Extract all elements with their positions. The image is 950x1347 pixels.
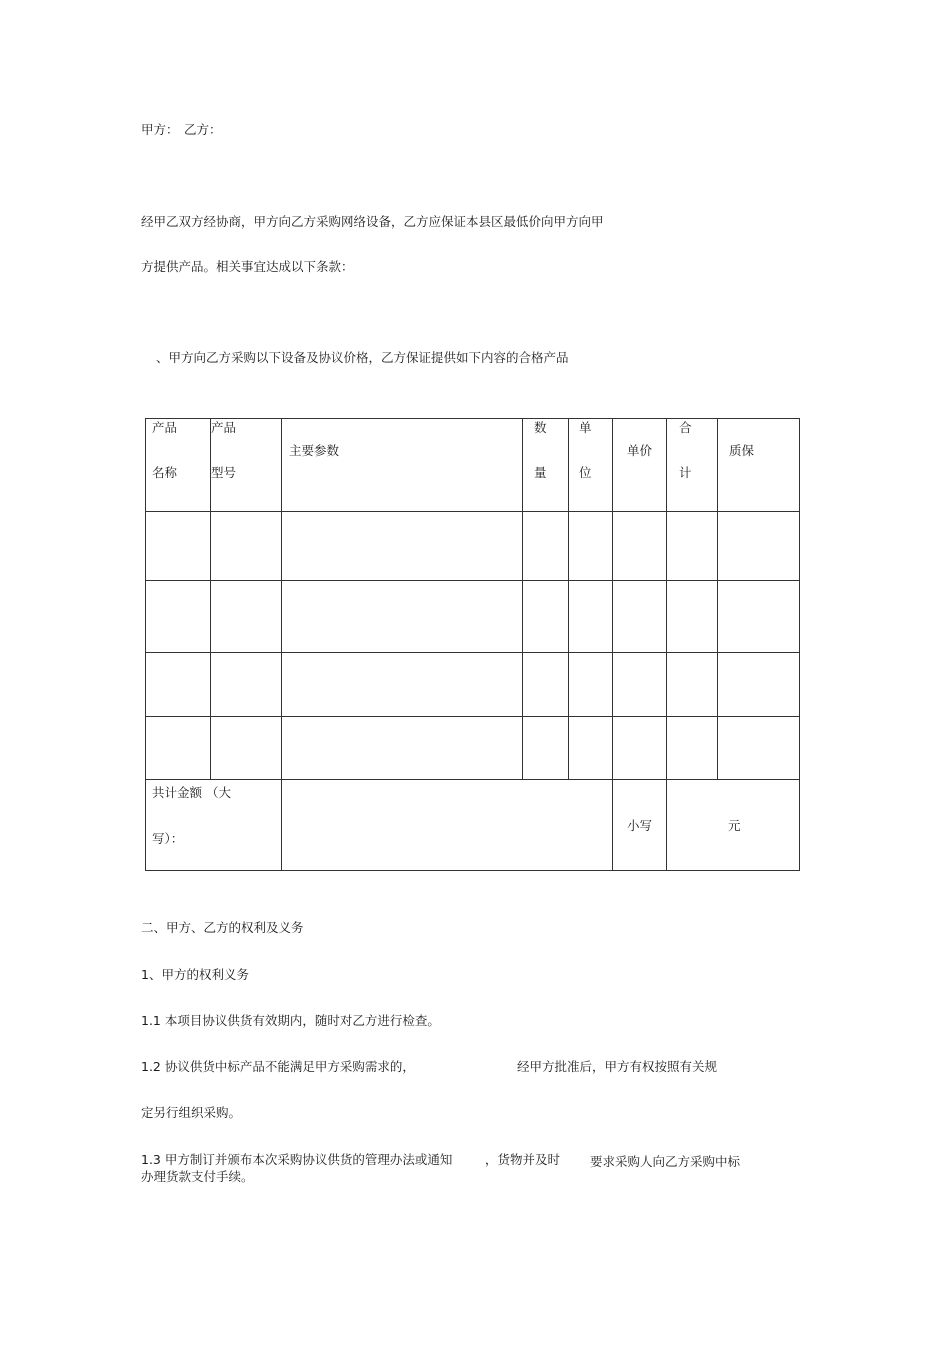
clause-1-2-part-a: 1.2 协议供货中标产品不能满足甲方采购需求的， — [141, 1059, 415, 1074]
clause-1-3-part-a: 1.3 甲方制订并颁布本次采购协议供货的管理办法或通知 — [141, 1152, 453, 1167]
clause-1-3-part-d: 办理货款支付手续。 — [141, 1169, 254, 1184]
header-total-2: 计 — [679, 465, 692, 480]
clause-1-2-part-c: 定另行组织采购。 — [141, 1105, 242, 1120]
header-unit-2: 位 — [579, 465, 592, 480]
header-warranty: 质保 — [729, 443, 755, 458]
currency-label: 元 — [728, 818, 741, 833]
section-2-title: 二、甲方、乙方的权利及义务 — [141, 920, 304, 935]
section-2-sub-1: 1、甲方的权利义务 — [141, 967, 249, 982]
header-params: 主要参数 — [289, 443, 340, 458]
header-quantity-2: 量 — [534, 465, 547, 480]
header-product-model-2: 型号 — [211, 465, 237, 480]
party-a-label: 甲方： — [141, 122, 179, 137]
header-product-model-1: 产品 — [211, 420, 237, 435]
header-product-name-2: 名称 — [152, 465, 178, 480]
clause-1-1: 1.1 本项目协议供货有效期内，随时对乙方进行检查。 — [141, 1013, 440, 1028]
header-unit-price: 单价 — [627, 443, 653, 458]
section-1-title: 、甲方向乙方采购以下设备及协议价格，乙方保证提供如下内容的合格产品 — [156, 350, 569, 365]
total-amount-upper-label-2: 写）： — [152, 831, 184, 846]
header-total-1: 合 — [679, 420, 692, 435]
clause-1-3-part-b: ，货物并及时 — [485, 1152, 561, 1167]
intro-line-1: 经甲乙双方经协商，甲方向乙方采购网络设备，乙方应保证本县区最低价向甲方向甲 — [141, 214, 604, 229]
total-amount-upper-label-1: 共计金额 （大 — [152, 785, 231, 800]
header-product-name-1: 产品 — [152, 420, 178, 435]
header-quantity-1: 数 — [534, 420, 547, 435]
intro-line-2: 方提供产品。相关事宜达成以下条款： — [141, 259, 354, 274]
clause-1-3-part-c: 要求采购人向乙方采购中标 — [590, 1154, 741, 1169]
party-b-label: 乙方： — [184, 122, 222, 137]
clause-1-2-part-b: 经甲方批准后，甲方有权按照有关规 — [517, 1059, 718, 1074]
header-unit-1: 单 — [579, 420, 592, 435]
product-price-table — [145, 418, 800, 871]
total-amount-lower-label: 小写 — [627, 818, 653, 833]
